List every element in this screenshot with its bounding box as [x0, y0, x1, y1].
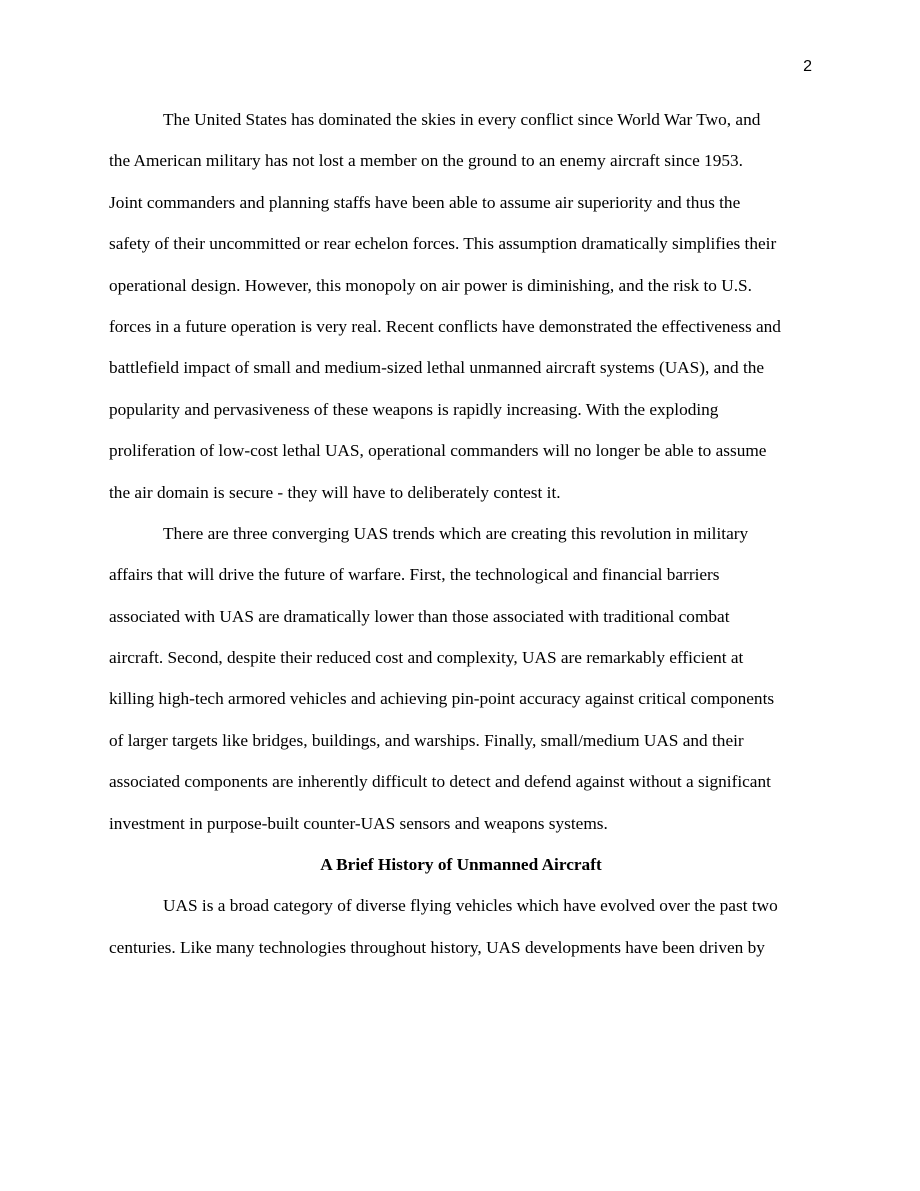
text-line: forces in a future operation is very real. Recent conflicts have demonstrated the effectiveness and [109, 316, 781, 336]
text-line: UAS is a broad category of diverse flying vehicles which have evolved over the past two [163, 896, 778, 916]
text-line: associated components are inherently difficult to detect and defend against without a significant [109, 772, 771, 792]
text-line: battlefield impact of small and medium-sized lethal unmanned aircraft systems (UAS), and the [109, 358, 765, 378]
text-line: operational design. However, this monopoly on air power is diminishing, and the risk to U.S. [109, 275, 752, 295]
text-line: aircraft. Second, despite their reduced cost and complexity, UAS are remarkably efficient at [109, 648, 744, 668]
page-number: 2 [803, 58, 812, 75]
text-line: The United States has dominated the skies in every conflict since World War Two, and [163, 110, 761, 129]
section-heading: A Brief History of Unmanned Aircraft [320, 855, 602, 875]
text-line: the American military has not lost a member on the ground to an enemy aircraft since 1953. [109, 151, 743, 171]
text-line: affairs that will drive the future of warfare. First, the technological and financial barriers [109, 565, 720, 585]
text-line: killing high-tech armored vehicles and achieving pin-point accuracy against critical components [109, 689, 775, 709]
text-line: associated with UAS are dramatically lower than those associated with traditional combat [109, 606, 730, 626]
text-line: of larger targets like bridges, buildings, and warships. Finally, small/medium UAS and their [109, 730, 744, 750]
paragraph [109, 518, 813, 849]
paragraph [109, 890, 813, 973]
text-line: the air domain is secure - they will have to deliberately contest it. [109, 482, 561, 502]
text-line: centuries. Like many technologies throughout history, UAS developments have been driven by [109, 937, 765, 957]
text-line: safety of their uncommitted or rear echelon forces. This assumption dramatically simplifies their [109, 234, 777, 254]
text-line: proliferation of low-cost lethal UAS, operational commanders will no longer be able to assume [109, 441, 767, 461]
text-line: investment in purpose-built counter-UAS sensors and weapons systems. [109, 813, 608, 833]
text-line: There are three converging UAS trends which are creating this revolution in military [163, 523, 749, 543]
body-text [109, 104, 813, 973]
text-line: popularity and pervasiveness of these weapons is rapidly increasing. With the exploding [109, 399, 719, 419]
paragraph [109, 104, 813, 518]
text-line: Joint commanders and planning staffs have been able to assume air superiority and thus the [109, 192, 741, 212]
